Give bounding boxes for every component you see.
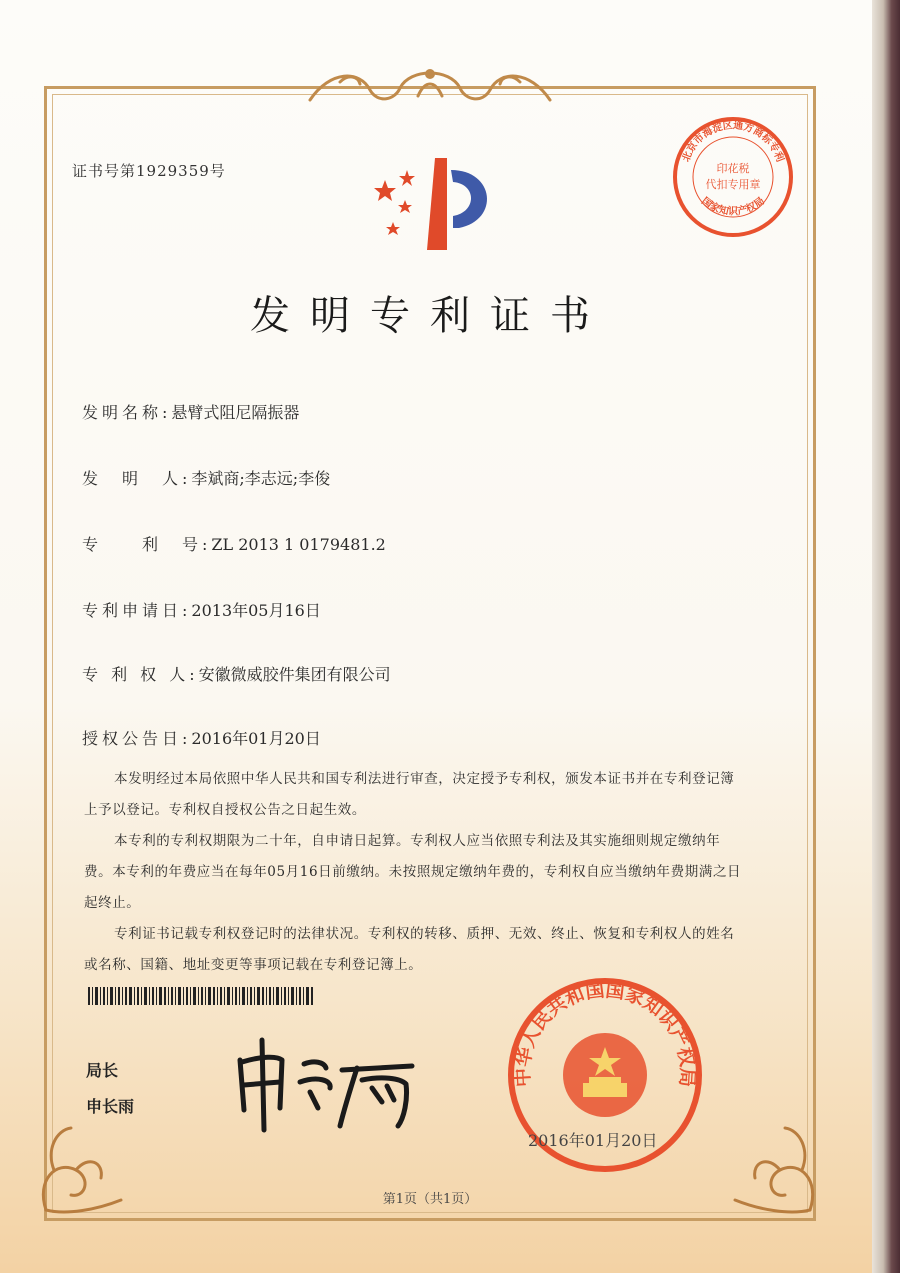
tax-stamp-seal (668, 112, 798, 242)
field-label: 发 明 人: (82, 469, 192, 488)
signatory-name: 申长雨 (86, 1097, 135, 1116)
field-value: 2016年01月20日 (191, 729, 321, 748)
certificate-title: 发明专利证书 (250, 293, 610, 339)
field-label: 专 利 权 人: (82, 665, 199, 684)
national-emblem (563, 1033, 647, 1117)
handwritten-signature (222, 1030, 432, 1140)
field-value: 安徽微威胶件集团有限公司 (198, 665, 391, 684)
field-label: 发明名称: (82, 403, 172, 422)
field-label: 专利申请日: (82, 601, 192, 620)
issue-date: 2016年01月20日 (528, 1131, 658, 1150)
body-paragraph: 专利证书记载专利权登记时的法律状况。专利权的转移、质押、无效、终止、恢复和专利权人的姓名或名称、国籍、地址变更等事项记载在专利登记簿上。 (84, 926, 735, 973)
field-value: 悬臂式阻尼隔振器 (171, 403, 300, 422)
tax-seal-bottom-text: 国家知识产权局 (699, 195, 767, 218)
field-value: 李斌商;李志远;李俊 (191, 469, 331, 488)
patent-office-logo (355, 150, 505, 260)
svg-text:北京市海淀区通方商标专利 (680, 118, 787, 163)
field-value: ZL 2013 1 0179481.2 (211, 535, 386, 554)
field-patentee (82, 662, 391, 685)
body-paragraph: 本专利的专利权期限为二十年，自申请日起算。专利权人应当依照专利法及其实施细则规定缴纳年费。本专利的年费应当在每年05月16日前缴纳。未按照规定缴纳年费的，专利权自应当缴纳年费期满之日起终止。 (84, 833, 742, 911)
body-paragraph: 本发明经过本局依照中华人民共和国专利法进行审查，决定授予专利权，颁发本证书并在专利登记簿上予以登记。专利权自授权公告之日起生效。 (84, 771, 735, 818)
tax-seal-inner-text-2: 代扣专用章 (705, 178, 761, 191)
field-grant-date (82, 726, 321, 749)
book-binding (872, 0, 900, 1273)
svg-text:国家知识产权局 (699, 194, 767, 218)
field-inventors (82, 466, 330, 489)
barcode (88, 987, 314, 1005)
field-label: 授权公告日: (82, 729, 192, 748)
signatory-title: 局长 (86, 1061, 119, 1080)
certificate-body (84, 764, 744, 981)
tax-seal-inner-text: 印花税 (716, 162, 750, 175)
official-seal-text: 中华人民共和国国家知识产权局 (511, 979, 699, 1088)
field-label: 专 利 号: (82, 535, 212, 554)
top-ornament (300, 60, 560, 110)
page-number: 第1页（共1页） (382, 1192, 478, 1207)
tax-seal-outer-text: 北京市海淀区通方商标专利 (680, 120, 786, 164)
field-invention-name (82, 400, 299, 423)
field-application-date (82, 598, 321, 621)
field-value: 2013年05月16日 (191, 601, 321, 620)
certificate-number: 证书号第1929359号 (72, 162, 226, 180)
field-patent-number (82, 532, 386, 555)
